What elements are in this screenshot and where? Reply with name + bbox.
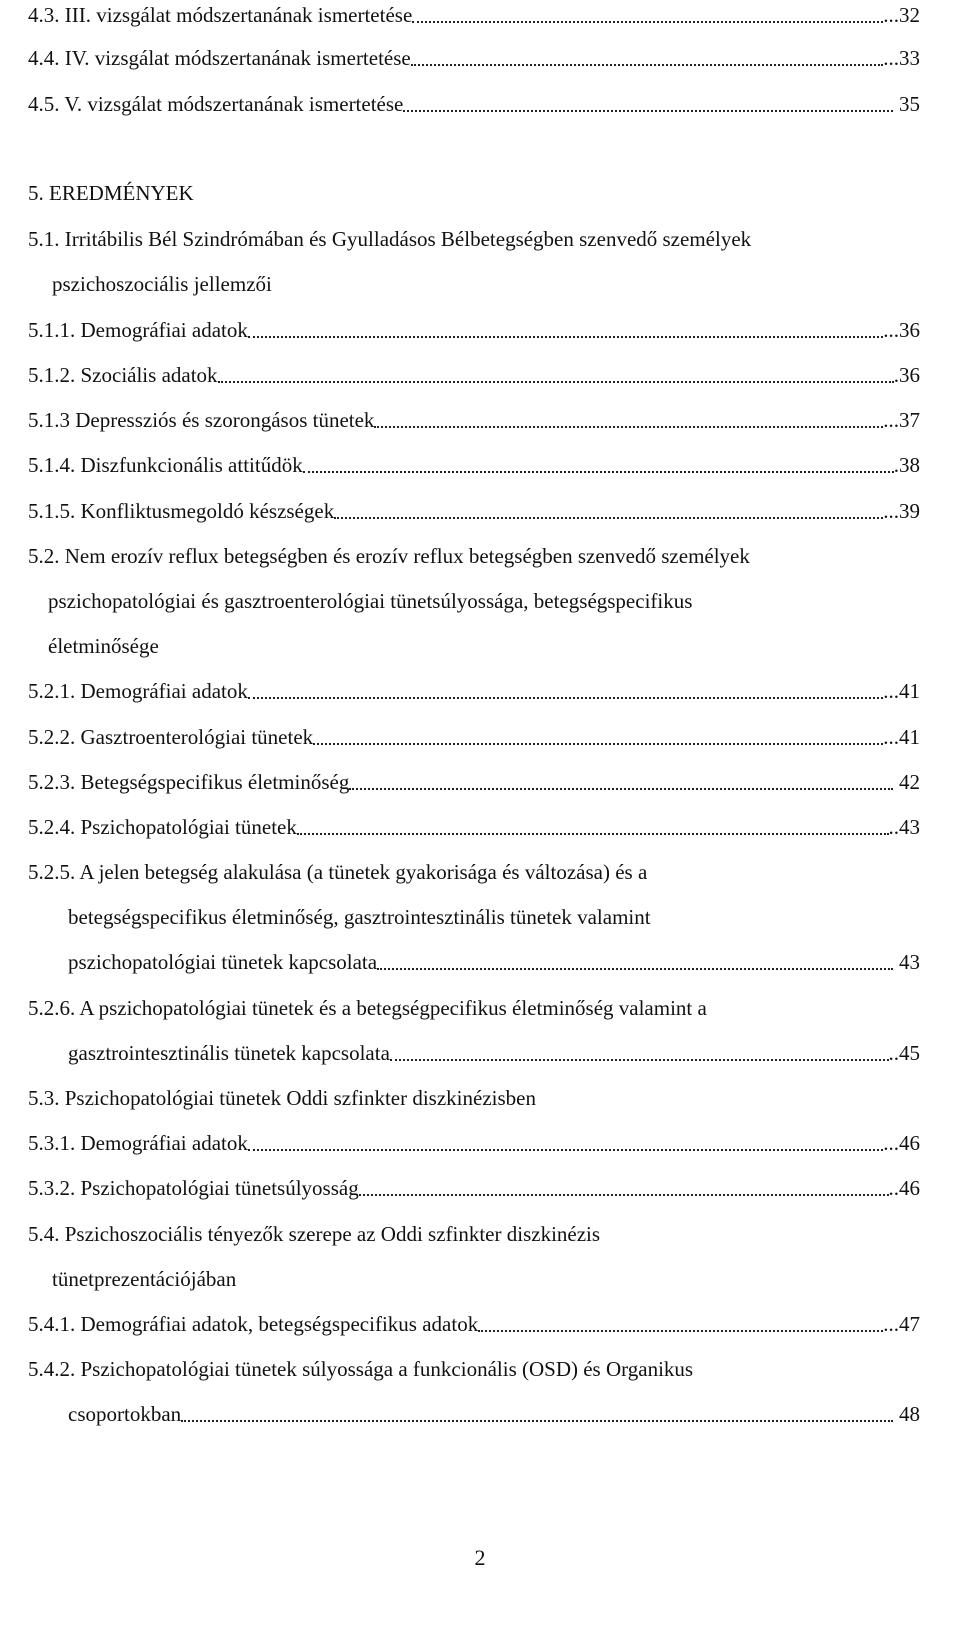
- toc-entry-page: ...33: [883, 46, 920, 70]
- toc-entry-title: 5.2.5. A jelen betegség alakulása (a tünetek gyakorisága és változása) és a: [28, 860, 648, 884]
- toc-entry-title: 5.4. Pszichoszociális tényezők szerepe az Oddi szfinkter diszkinézis: [28, 1222, 601, 1246]
- toc-entry[interactable]: [28, 407, 920, 433]
- toc-entry-page: 48: [899, 1402, 920, 1426]
- toc-entry-title: 5.3.1. Demográfiai adatok: [28, 1131, 248, 1155]
- toc-entry-continuation: [68, 1401, 920, 1427]
- toc-entry-title-cont: csoportokban: [68, 1402, 182, 1426]
- toc-entry-title: 5.3.2. Pszichopatológiai tünetsúlyosság: [28, 1176, 359, 1200]
- toc-entry[interactable]: [28, 2, 920, 28]
- dot-leader: [374, 407, 883, 433]
- toc-entry[interactable]: [28, 1130, 920, 1156]
- toc-entry[interactable]: [28, 498, 920, 524]
- page-number: 2: [474, 1545, 486, 1570]
- toc-entry[interactable]: [28, 995, 707, 1021]
- toc-entry[interactable]: [28, 1311, 920, 1337]
- toc-entry-title-cont: betegségspecifikus életminőség, gasztrointesztinális tünetek valamint: [68, 905, 651, 929]
- toc-entry-continuation: [48, 633, 159, 659]
- toc-entry-continuation: [52, 271, 272, 297]
- toc-entry-page: 42: [899, 770, 920, 794]
- dot-leader: [248, 1130, 883, 1156]
- dot-leader: [390, 1040, 889, 1066]
- toc-entry-title: 5.1. Irritábilis Bél Szindrómában és Gyulladásos Bélbetegségben szenvedő személyek: [28, 227, 752, 251]
- toc-entry-title-cont: pszichopatológiai tünetek kapcsolata: [68, 950, 378, 974]
- toc-entry-title: 5.4.1. Demográfiai adatok, betegségspecifikus adatok: [28, 1312, 479, 1336]
- dot-leader: [377, 949, 893, 975]
- toc-entry-page: ..45: [888, 1041, 920, 1065]
- toc-entry-title: 5.2.3. Betegségspecifikus életminőség: [28, 770, 350, 794]
- toc-entry[interactable]: [28, 362, 920, 388]
- dot-leader: [403, 91, 893, 117]
- toc-entry-page: .38: [893, 453, 920, 477]
- dot-leader: [218, 362, 894, 388]
- toc-entry[interactable]: [28, 724, 920, 750]
- toc-entry-page: ...46: [883, 1131, 920, 1155]
- dot-leader: [313, 724, 883, 750]
- toc-entry-page: ...41: [883, 725, 920, 749]
- toc-entry-title-cont: gasztrointesztinális tünetek kapcsolata: [68, 1041, 390, 1065]
- toc-entry[interactable]: [28, 1175, 920, 1201]
- toc-entry-continuation: [68, 1040, 920, 1066]
- toc-entry[interactable]: [28, 91, 920, 117]
- toc-entry[interactable]: [28, 859, 647, 885]
- toc-entry[interactable]: [28, 678, 920, 704]
- toc-entry-title: 5.1.2. Szociális adatok: [28, 363, 218, 387]
- dot-leader: [181, 1401, 893, 1427]
- dot-leader: [334, 498, 883, 524]
- toc-entry-page: ...32: [883, 3, 920, 27]
- toc-entry-title-cont: pszichoszociális jellemzői: [52, 272, 272, 296]
- toc-entry-continuation: [68, 949, 920, 975]
- toc-entry-page: ...37: [883, 408, 920, 432]
- toc-entry-page: .36: [893, 363, 920, 387]
- toc-entry[interactable]: [28, 452, 920, 478]
- dot-leader: [303, 452, 894, 478]
- toc-entry-title: 5.1.1. Demográfiai adatok: [28, 318, 248, 342]
- toc-entry-page: ...39: [883, 499, 920, 523]
- dot-leader: [248, 317, 883, 343]
- toc-entry-title: 5.2.2. Gasztroenterológiai tünetek: [28, 725, 314, 749]
- toc-entry-page: ..43: [888, 815, 920, 839]
- toc-entry-title: 5.2.4. Pszichopatológiai tünetek: [28, 815, 297, 839]
- toc-entry-title: 5.2.6. A pszichopatológiai tünetek és a betegségpecifikus életminőség valamint a: [28, 996, 707, 1020]
- toc-entry[interactable]: [28, 45, 920, 71]
- toc-entry[interactable]: [28, 814, 920, 840]
- toc-entry-title: 5.1.3 Depressziós és szorongásos tünetek: [28, 408, 375, 432]
- toc-entry-title: 5.4.2. Pszichopatológiai tünetek súlyossága a funkcionális (OSD) és Organikus: [28, 1357, 694, 1381]
- toc-section-heading[interactable]: [28, 180, 194, 206]
- toc-entry-page: 35: [899, 92, 920, 116]
- toc-entry[interactable]: [28, 317, 920, 343]
- dot-leader: [349, 769, 893, 795]
- toc-entry-continuation: [48, 588, 692, 614]
- toc-entry-page: 43: [899, 950, 920, 974]
- toc-entry-continuation: [68, 904, 651, 930]
- toc-entry-continuation: [52, 1266, 236, 1292]
- toc-entry-title-cont: tünetprezentációjában: [52, 1267, 237, 1291]
- toc-entry-title: 4.4. IV. vizsgálat módszertanának ismertetése: [28, 46, 411, 70]
- toc-entry-title: 4.3. III. vizsgálat módszertanának ismertetése: [28, 3, 413, 27]
- toc-entry-title: 5.3. Pszichopatológiai tünetek Oddi szfinkter diszkinézisben: [28, 1086, 536, 1110]
- toc-entry[interactable]: [28, 769, 920, 795]
- dot-leader: [248, 678, 883, 704]
- dot-leader: [297, 814, 889, 840]
- toc-entry-page: ...36: [883, 318, 920, 342]
- dot-leader: [478, 1311, 883, 1337]
- toc-entry-page: ...47: [883, 1312, 920, 1336]
- toc-entry-title: 5.2.1. Demográfiai adatok: [28, 679, 248, 703]
- toc-entry-title: 5.2. Nem erozív reflux betegségben és erozív reflux betegségben szenvedő személyek: [28, 544, 750, 568]
- toc-entry-title: 4.5. V. vizsgálat módszertanának ismertetése: [28, 92, 404, 116]
- toc-entry-title: 5.1.5. Konfliktusmegoldó készségek: [28, 499, 335, 523]
- dot-leader: [411, 45, 884, 71]
- toc-entry[interactable]: [28, 1221, 600, 1247]
- toc-entry-title: 5.1.4. Diszfunkcionális attitűdök: [28, 453, 303, 477]
- toc-entry-page: ..46: [888, 1176, 920, 1200]
- toc-entry-title: 5. EREDMÉNYEK: [28, 181, 194, 205]
- toc-entry[interactable]: [28, 1356, 693, 1382]
- toc-entry[interactable]: [28, 226, 751, 252]
- toc-entry[interactable]: [28, 543, 750, 569]
- dot-leader: [412, 2, 883, 28]
- toc-entry-title-cont: életminősége: [48, 634, 159, 658]
- toc-entry-title-cont: pszichopatológiai és gasztroenterológiai tünetsúlyossága, betegségspecifikus: [48, 589, 693, 613]
- toc-entry-page: ...41: [883, 679, 920, 703]
- toc-entry[interactable]: [28, 1085, 536, 1111]
- dot-leader: [359, 1175, 889, 1201]
